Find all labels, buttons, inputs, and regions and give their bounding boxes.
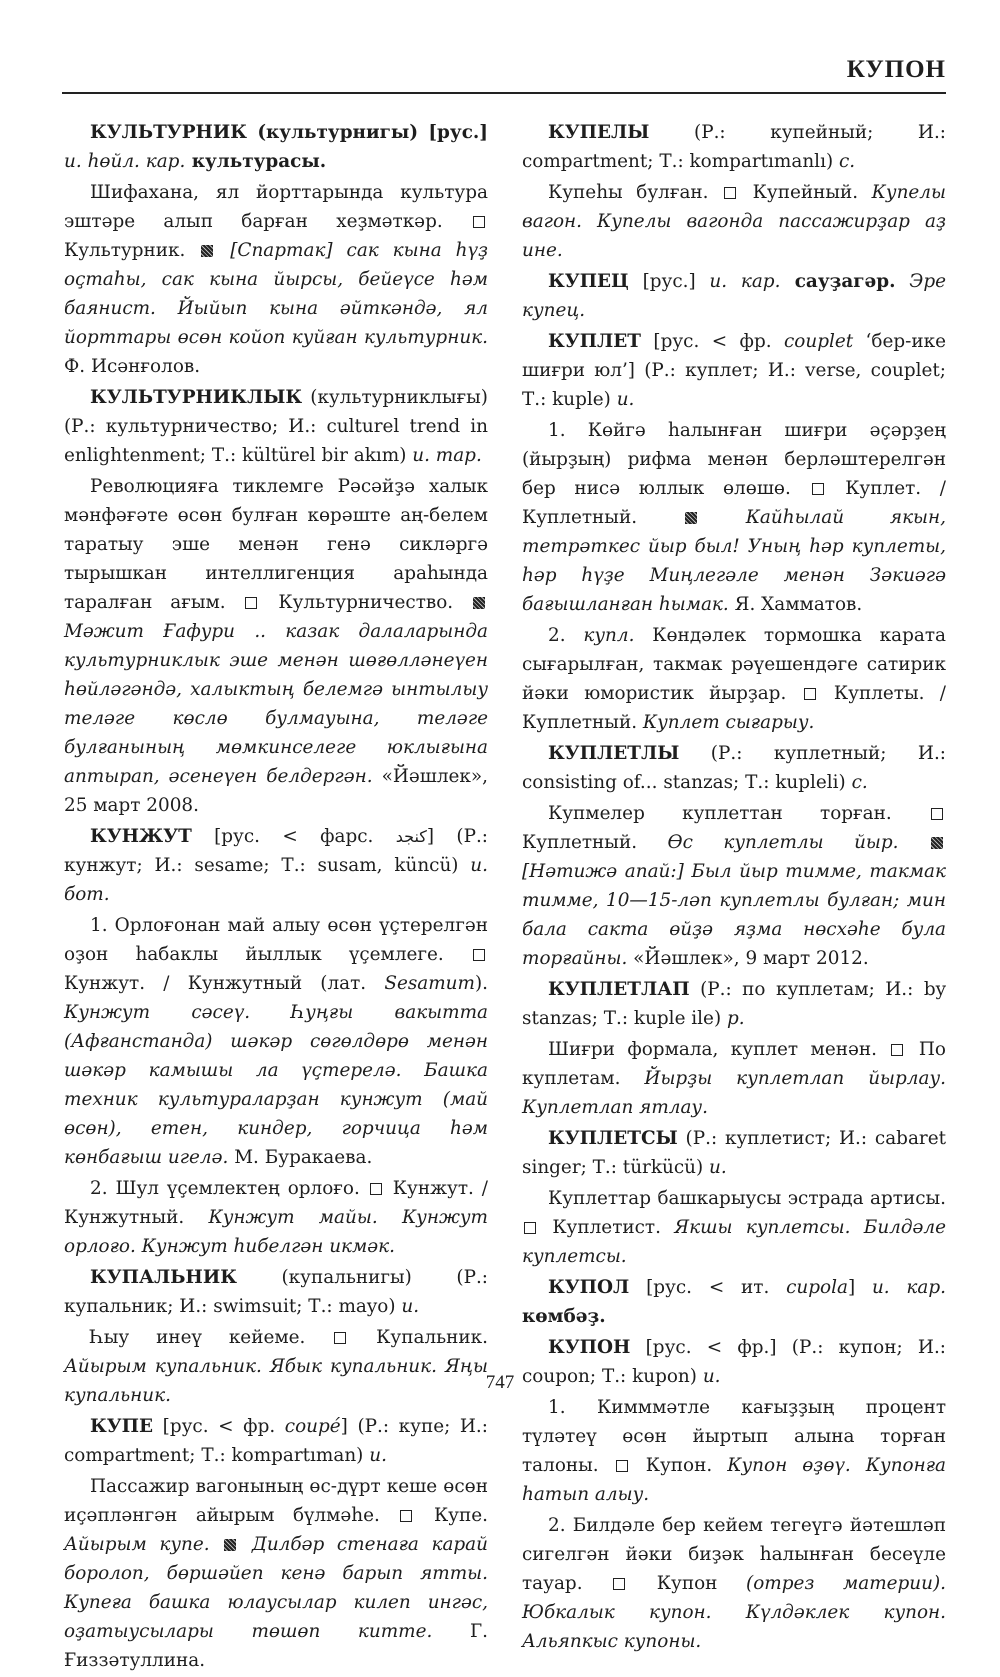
definition: Шифахана, ял йорттарында культура эштәре алып барған хеҙмәткәр. Культурник. [Спартак] сак кына һүҙ оҫтаһы, сак кына йырсы, бейеүсе һәм баянист. Йыйып кына әйткәндә, ял йорттары өсөн койоп куйған культурник. Ф. Исәнғолов. <box>64 182 489 377</box>
definition-sense-1: 1. Кимммәтле кағыҙҙың процент түләтеү өсөн йыртып алына торған талоны. Купон. Купон өҙөү. Купонға һатып алыу. <box>522 1397 946 1505</box>
headword: КУПЛЕТСЫ <box>548 1128 678 1149</box>
russian-equivalent-marker-icon <box>931 808 943 820</box>
definition: Шиғри формала, куплет менән. По куплетам. Йырҙы куплетлап йырлау. Куплетлап ятлау. <box>522 1039 946 1118</box>
entry-kulturniklyk: КУЛЬТУРНИКЛЫК (культурниклығы) (Р.: культурничество; И.: culturel trend in enlightenment; Т.: kültürel bir akım) и. тар. <box>64 387 488 466</box>
headword: КУПОЛ <box>548 1277 630 1298</box>
russian-equivalent-marker-icon <box>334 1332 346 1344</box>
headword: КУЛЬТУРНИКЛЫК <box>90 387 303 408</box>
entry-kupalnik: КУПАЛЬНИК (купальнигы) (Р.: купальник; И.: swimsuit; Т.: mayo) и. <box>64 1267 488 1317</box>
russian-equivalent-marker-icon <box>613 1578 625 1590</box>
headword: КУНЖУТ <box>90 826 192 847</box>
header-rule <box>62 92 946 94</box>
persian-word: کنجد <box>395 827 427 846</box>
russian-equivalent-marker-icon <box>812 483 824 495</box>
russian-equivalent-marker-icon <box>400 1510 412 1522</box>
russian-equivalent-marker-icon <box>473 949 485 961</box>
headword: КУПЛЕТ <box>548 331 641 352</box>
entry-kuplet: КУПЛЕТ [рус. < фр. couplet ‘бер-ике шиғри юл’] (Р.: куплет; И.: verse, couplet; Т.: kuple) и. <box>522 331 946 410</box>
entry-kupe: КУПЕ [рус. < фр. coupé] (Р.: купе; И.: compartment; Т.: kompartıman) и. <box>64 1416 488 1466</box>
headword: КУПЕ <box>90 1416 154 1437</box>
russian-equivalent-marker-icon <box>616 1460 628 1472</box>
headword: КУПЛЕТЛАП <box>548 979 690 1000</box>
definition: Һыу инеү кейеме. Купальник. Айырым купальник. Ябык купальник. Яңы купальник. <box>64 1327 488 1406</box>
left-column <box>64 118 488 1677</box>
headword: КУПОН <box>548 1337 631 1358</box>
example-marker-icon <box>201 245 213 257</box>
right-column <box>522 118 946 1658</box>
entry-kupon: КУПОН [рус. < фр.] (Р.: купон; И.: coupon; Т.: kupon) и. <box>522 1337 946 1387</box>
headword: КУПАЛЬНИК <box>90 1267 237 1288</box>
definition: Купмелер куплеттан торған. Куплетный. Өс куплетлы йыр. [Нәтижә апай:] Был йыр тимме, такмак тимме, 10—15-ләп куплетлы булған; мин бала сакта өйҙә яҙма нөсхәһе була торғайны. «Йәшлек», 9 март 2012. <box>522 803 946 969</box>
definition-sense-2: 2. купл. Көндәлек тормошка карата сығарылған, такмак рәүешендәге сатирик йәки юмористик йырҙар. Куплеты. / Куплетный. Куплет сығарыу. <box>522 625 946 733</box>
example-marker-icon <box>224 1539 236 1551</box>
entry-kulturnik: КУЛЬТУРНИК (культурнигы) [рус.] и. һөйл. кар. культурасы. <box>64 122 488 172</box>
definition: Купеһы булған. Купейный. Купелы вагон. Купелы вагонда пассажирҙар аҙ ине. <box>522 182 946 261</box>
russian-equivalent-marker-icon <box>724 187 736 199</box>
entry-kupol: КУПОЛ [рус. < ит. cupola] и. кар. көмбәҙ. <box>522 1277 946 1327</box>
russian-equivalent-marker-icon <box>370 1183 382 1195</box>
headword: КУПЛЕТЛЫ <box>548 743 680 764</box>
headword: КУПЕЦ <box>548 271 629 292</box>
russian-equivalent-marker-icon <box>891 1044 903 1056</box>
definition: Революцияға тиклемге Рәсәйҙә халык мәнфәғәте өсөн булған көрәште аң-белем таратыу эше менән генә сикләргә тырышкан интеллигенция араһында таралған ағым. Культурничество. Мәжит Ғафури .. казак далаларында культурниклык эше менән шөғөлләнеүен һөйләгәндә, халыктың белемгә ынтылыу теләге көслө булмауына, теләге булғанының мөмкинселеге юклығына аптырап, әсенеүен белдергән. «Йәшлек», 25 март 2008. <box>64 476 489 816</box>
russian-equivalent-marker-icon <box>245 597 257 609</box>
entry-kupely: КУПЕЛЫ (Р.: купейный; И.: compartment; Т.: kompartımanlı) с. <box>522 122 946 172</box>
definition-sense-2: 2. Билдәле бер кейем тегеүгә йәтешләп сигелгән йәки биҙәк һалынған бесеүле тауар. Купон (отрез материи). Юбкалык купон. Күлдәклек купон. Альяпкыс купоны. <box>522 1515 947 1652</box>
entry-kupletly: КУПЛЕТЛЫ (Р.: куплетный; И.: consisting of... stanzas; Т.: kupleli) с. <box>522 743 946 793</box>
entry-kunzhut: КУНЖУТ [рус. < фарс. کنجد] (Р.: кунжут; И.: sesame; Т.: susam, küncü) и. бот. <box>64 826 488 905</box>
russian-equivalent-marker-icon <box>804 688 816 700</box>
entry-kupets: КУПЕЦ [рус.] и. кар. сауҙагәр. Эре купец. <box>522 271 946 321</box>
definition-sense-1: 1. Орлоғонан май алыу өсөн үҫтерелгән оҙон һабаклы йыллык үҫемлеге. Кунжут. / Кунжутный (лат. Sesamum). Кунжут сәсеү. Һуңғы вакытта (Афғанстанда) шәкәр сөгөлдөрө менән шәкәр камышы ла үҫтерелә. Башка техник культураларҙан кунжут (май өсөн), етен, киндер, горчица һәм көнбағыш игелә. М. Буракаева. <box>64 915 488 1168</box>
headword: КУЛЬТУРНИК <box>90 122 248 143</box>
entry-kupletsy: КУПЛЕТСЫ (Р.: куплетист; И.: cabaret singer; Т.: türkücü) и. <box>522 1128 946 1178</box>
russian-equivalent-marker-icon <box>473 216 485 228</box>
russian-equivalent-marker-icon <box>524 1222 536 1234</box>
definition: Пассажир вагонының өс-дүрт кеше өсөн иҫәпләнгән айырым бүлмәһе. Купе. Айырым купе. Дилбәр стенаға карай боролоп, бөршәйеп кенә барып ятты. Купеға башка юлаусылар килеп ингәс, оҙатыусылары төшөп китте. Г. Ғиззәтуллина. <box>64 1476 488 1671</box>
definition-sense-2: 2. Шул үҫемлектең орлоғо. Кунжут. / Кунжутный. Кунжут майы. Кунжут орлоғо. Кунжут һибелгән икмәк. <box>64 1178 488 1257</box>
page-number: 747 <box>485 1372 515 1393</box>
example-marker-icon <box>685 512 697 524</box>
entry-kupletlap: КУПЛЕТЛАП (Р.: по куплетам; И.: by stanzas; Т.: kuple ile) р. <box>522 979 946 1029</box>
headword: КУПЕЛЫ <box>548 122 650 143</box>
running-header: КУПОН <box>846 56 946 83</box>
definition: Куплеттар башкарыусы эстрада артисы. Куплетист. Якшы куплетсы. Билдәле куплетсы. <box>522 1188 947 1267</box>
definition-sense-1: 1. Көйгә һалынған шиғри әҫәрҙең (йырҙың) рифма менән берләштерелгән бер нисә юллык өлөшө. Куплет. / Куплетный. Кайһылай якын, тетрәткес йыр был! Уның һәр куплеты, һәр һүҙе Миңлегәле менән Зәкиәгә бағышланған һымак. Я. Хамматов. <box>522 420 946 615</box>
example-marker-icon <box>473 597 485 609</box>
example-marker-icon <box>931 837 943 849</box>
